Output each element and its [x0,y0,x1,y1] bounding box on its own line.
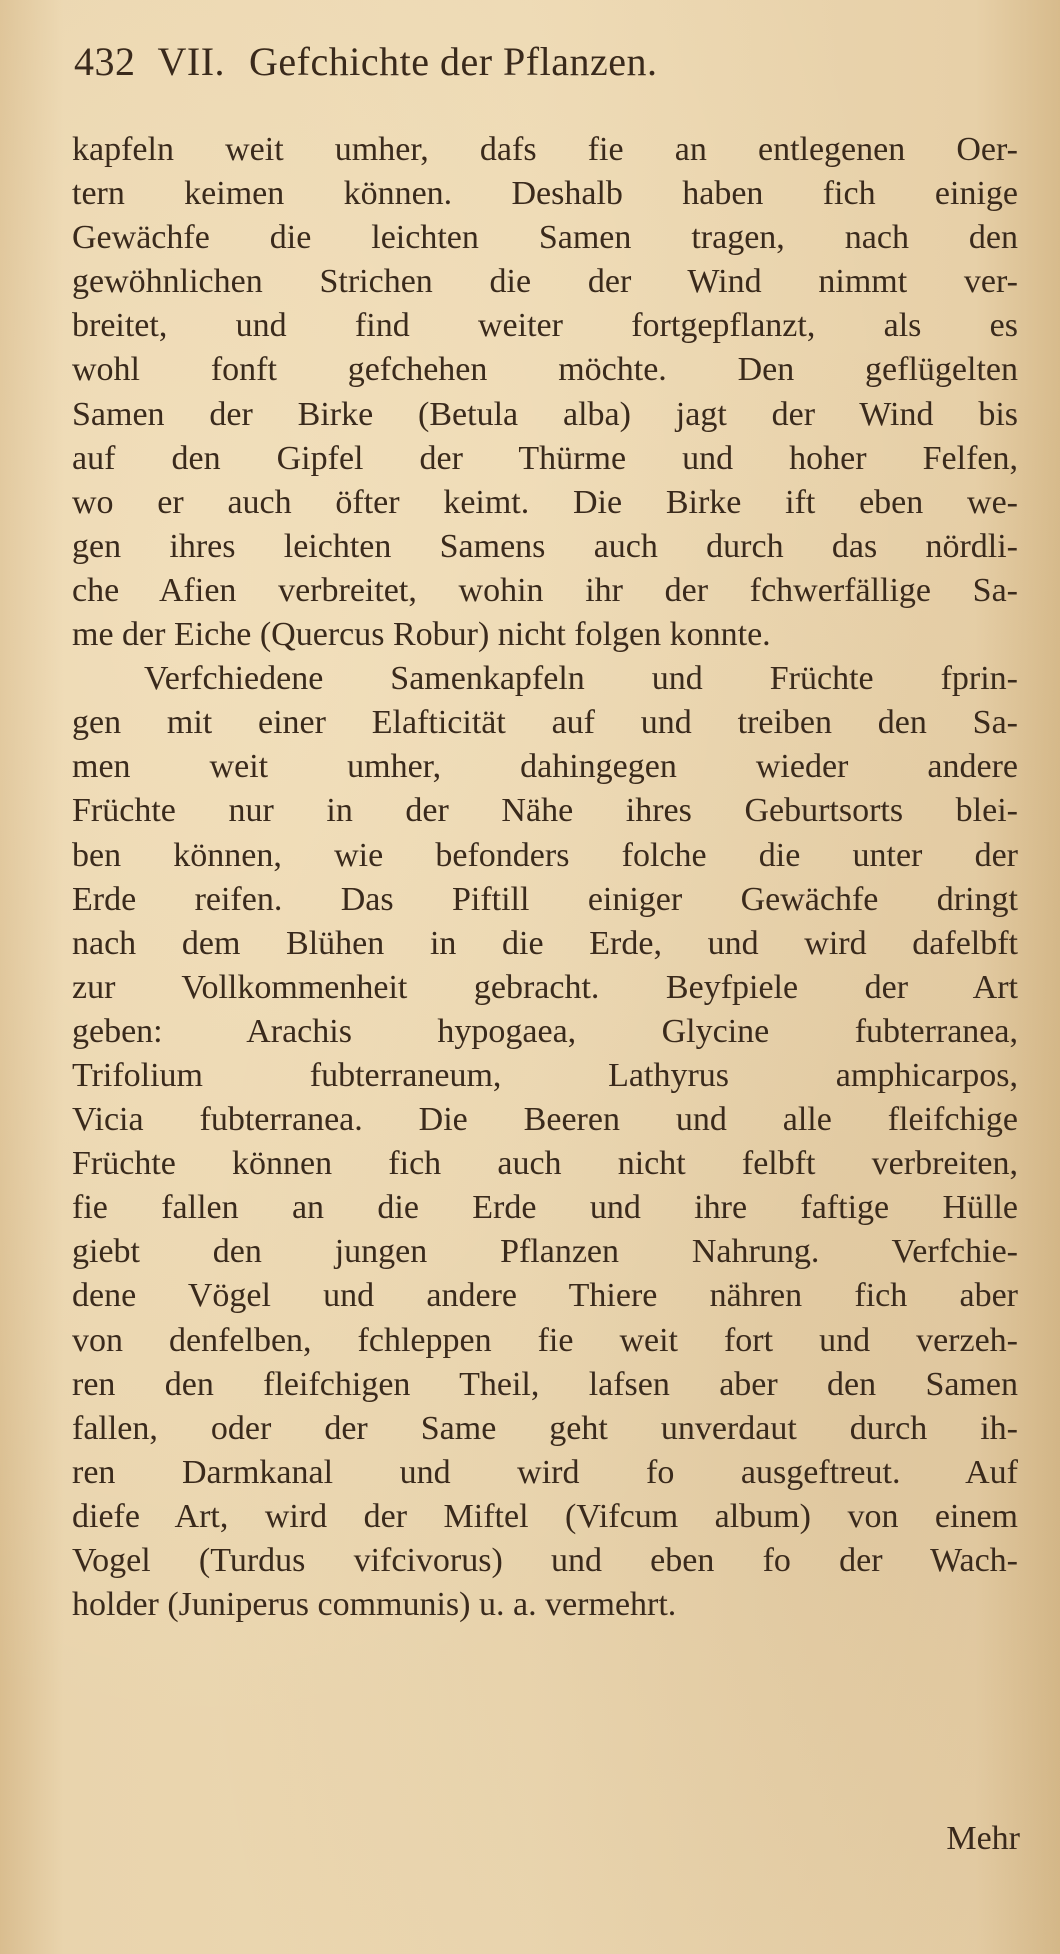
text-line: fie fallen an die Erde und ihre faftige Hülle [72,1189,1018,1227]
chapter-number: VII. [157,39,226,84]
paragraph-start-line: Verfchiedene Samenkapfeln und Früchte fprin- [144,660,1018,698]
text-line: nach dem Blühen in die Erde, und wird dafelbft [72,924,1018,962]
text-line: auf den Gipfel der Thürme und hoher Felfen, [72,439,1018,477]
text-line: ben können, wie befonders folche die unter der [72,836,1018,874]
text-line: gewöhnlichen Strichen die der Wind nimmt ver- [72,263,1018,301]
running-head [74,38,994,98]
text-line: Trifolium fubterraneum, Lathyrus amphicarpos, [72,1056,1018,1094]
page-number: 432 [74,39,136,84]
text-line: giebt den jungen Pflanzen Nahrung. Verfchie- [72,1233,1018,1271]
text-line: men weit umher, dahingegen wieder andere [72,748,1018,786]
text-line: Gewächfe die leichten Samen tragen, nach den [72,219,1018,257]
text-line: wo er auch öfter keimt. Die Birke ift eben we- [72,483,1018,521]
text-line: Vogel (Turdus vifcivorus) und eben fo der Wach- [72,1542,1018,1579]
text-line: tern keimen können. Deshalb haben fich einige [72,175,1018,213]
text-line: Früchte nur in der Nähe ihres Geburtsorts blei- [72,792,1018,830]
text-line: holder (Juniperus communis) u. a. vermehrt. [72,1586,677,1624]
text-line: geben: Arachis hypogaea, Glycine fubterranea, [72,1012,1018,1050]
text-line: wohl fonft gefchehen möchte. Den geflügelten [72,351,1018,389]
text-line: Samen der Birke (Betula alba) jagt der Wind bis [72,395,1018,433]
text-line: me der Eiche (Quercus Robur) nicht folgen konnte. [72,616,771,654]
text-line: che Afien verbreitet, wohin ihr der fchwerfällige Sa- [72,571,1018,609]
text-line: fallen, oder der Same geht unverdaut durch ih- [72,1409,1018,1447]
text-line: ren den fleifchigen Theil, lafsen aber den Samen [72,1365,1018,1403]
text-line: dene Vögel und andere Thiere nähren fich aber [72,1277,1018,1315]
text-line: diefe Art, wird der Miftel (Vifcum album) von einem [72,1497,1018,1535]
text-line: zur Vollkommenheit gebracht. Beyfpiele der Art [72,968,1018,1006]
text-line: kapfeln weit umher, dafs fie an entlegenen Oer- [72,131,1018,168]
text-line: Früchte können fich auch nicht felbft verbreiten, [72,1145,1018,1183]
text-line: von denfelben, fchleppen fie weit fort und verzeh- [72,1321,1018,1359]
catchword: Mehr [946,1820,1020,1857]
body-text [72,128,1018,1627]
text-line: breitet, und find weiter fortgepflanzt, als es [72,307,1018,345]
text-line: ren Darmkanal und wird fo ausgeftreut. Auf [72,1453,1018,1491]
text-line: gen ihres leichten Samens auch durch das nördli- [72,527,1018,565]
text-line: Erde reifen. Das Piftill einiger Gewächfe dringt [72,880,1018,918]
page-title: Gefchichte der Pflanzen. [249,39,658,84]
text-line: Vicia fubterranea. Die Beeren und alle fleifchige [72,1101,1018,1139]
text-line: gen mit einer Elafticität auf und treiben den Sa- [72,704,1018,742]
